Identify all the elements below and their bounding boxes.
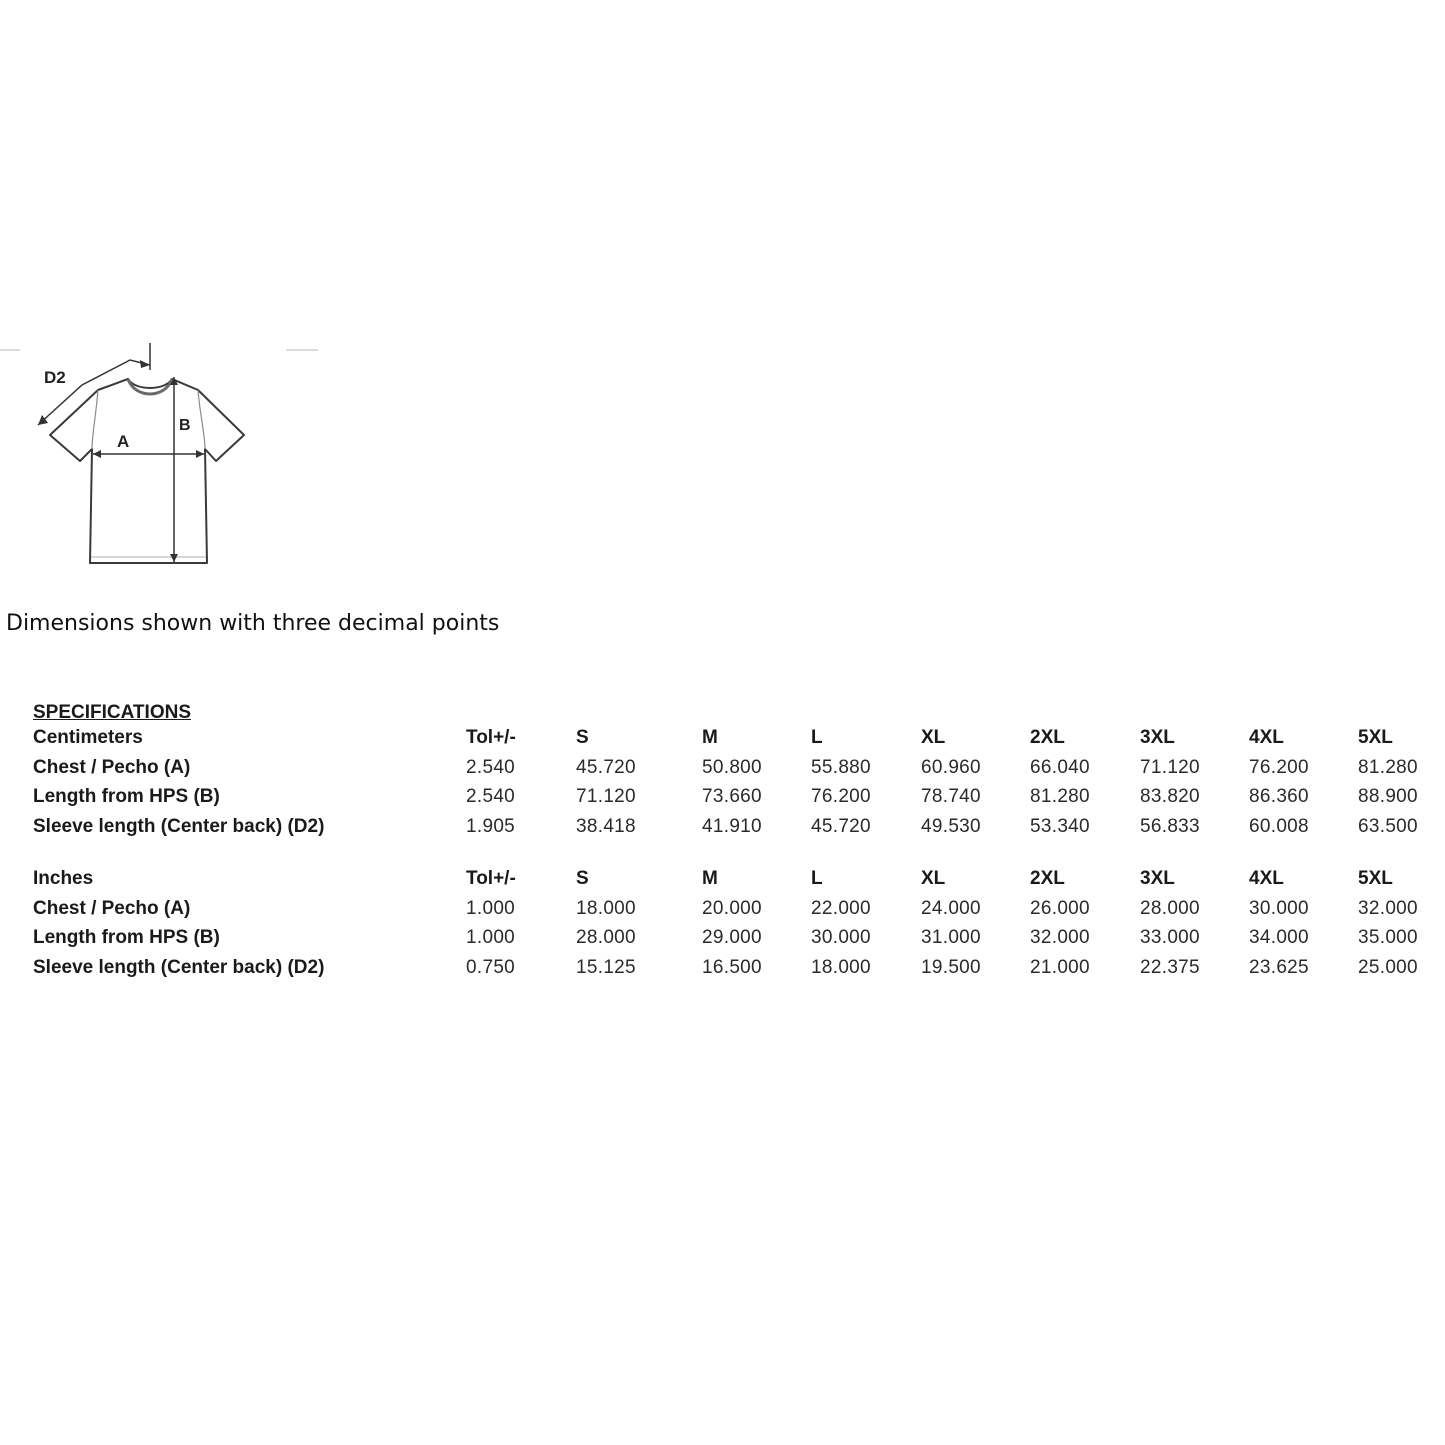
column-header-m: M: [702, 727, 718, 748]
table-cell: 25.000: [1358, 956, 1418, 978]
table-cell: 81.280: [1358, 756, 1418, 778]
table-cell: 23.625: [1249, 956, 1309, 978]
table-cell: 30.000: [811, 927, 871, 948]
row-label-chest: Chest / Pecho (A): [33, 756, 191, 778]
table-cell: 29.000: [702, 927, 762, 948]
b-arrow-head-bottom: [170, 554, 178, 562]
column-header-s: S: [576, 727, 589, 748]
table-cell: 22.375: [1140, 956, 1200, 978]
table-cell: 38.418: [576, 815, 636, 837]
spec-table-inches: [33, 868, 1433, 986]
table-cell: 32.000: [1358, 897, 1418, 919]
table-cell: 76.200: [811, 786, 871, 807]
column-header-m: M: [702, 868, 718, 889]
table-cell: 28.000: [576, 927, 636, 948]
column-header-3xl: 3XL: [1140, 727, 1175, 748]
unit-label-centimeters: Centimeters: [33, 727, 143, 748]
table-cell: 21.000: [1030, 956, 1090, 978]
table-cell: 73.660: [702, 786, 762, 807]
table-cell: 45.720: [576, 756, 636, 778]
table-cell: 76.200: [1249, 756, 1309, 778]
table-cell: 71.120: [576, 786, 636, 807]
table-cell: 34.000: [1249, 927, 1309, 948]
table-cell: 41.910: [702, 815, 762, 837]
table-cell: 31.000: [921, 927, 981, 948]
table-cell: 66.040: [1030, 756, 1090, 778]
column-header-2xl: 2XL: [1030, 868, 1065, 889]
table-cell: 53.340: [1030, 815, 1090, 837]
seam-right: [198, 390, 205, 449]
row-label-length: Length from HPS (B): [33, 786, 220, 807]
column-header-5xl: 5XL: [1358, 868, 1393, 889]
table-cell: 18.000: [576, 897, 636, 919]
table-cell: 22.000: [811, 897, 871, 919]
column-header-tolerance: Tol+/-: [466, 727, 516, 748]
table-cell: 30.000: [1249, 897, 1309, 919]
column-header-5xl: 5XL: [1358, 727, 1393, 748]
table-cell: 78.740: [921, 786, 981, 807]
a-arrow-head-left: [93, 450, 101, 458]
column-header-l: L: [811, 727, 823, 748]
tshirt-outline: [50, 379, 244, 563]
table-row-sleeve-cm: [33, 816, 1433, 846]
row-label-sleeve: Sleeve length (Center back) (D2): [33, 956, 325, 978]
table-cell: 86.360: [1249, 786, 1309, 807]
column-header-4xl: 4XL: [1249, 868, 1284, 889]
table-row-chest-cm: [33, 757, 1433, 787]
table-cell: 15.125: [576, 956, 636, 978]
dimensions-caption: Dimensions shown with three decimal points: [6, 611, 500, 636]
table-cell: 71.120: [1140, 756, 1200, 778]
table-cell: 2.540: [466, 756, 516, 778]
table-cell: 45.720: [811, 815, 871, 837]
table-cell: 1.000: [466, 927, 516, 948]
label-b: B: [179, 417, 191, 434]
table-cell: 63.500: [1358, 815, 1418, 837]
table-header-row: [33, 727, 1433, 757]
column-header-xl: XL: [921, 727, 946, 748]
column-header-tolerance: Tol+/-: [466, 868, 516, 889]
row-label-sleeve: Sleeve length (Center back) (D2): [33, 815, 325, 837]
table-cell: 60.960: [921, 756, 981, 778]
table-row-chest-in: [33, 898, 1433, 928]
table-cell: 35.000: [1358, 927, 1418, 948]
table-cell: 83.820: [1140, 786, 1200, 807]
table-header-row: [33, 868, 1433, 898]
table-cell: 1.000: [466, 897, 516, 919]
table-cell: 32.000: [1030, 927, 1090, 948]
table-cell: 18.000: [811, 956, 871, 978]
column-header-xl: XL: [921, 868, 946, 889]
table-cell: 20.000: [702, 897, 762, 919]
label-a: A: [117, 432, 130, 451]
table-cell: 81.280: [1030, 786, 1090, 807]
table-cell: 33.000: [1140, 927, 1200, 948]
tshirt-diagram-svg: [0, 335, 330, 575]
table-cell: 1.905: [466, 815, 516, 837]
column-header-4xl: 4XL: [1249, 727, 1284, 748]
table-cell: 49.530: [921, 815, 981, 837]
table-cell: 50.800: [702, 756, 762, 778]
table-cell: 26.000: [1030, 897, 1090, 919]
table-cell: 2.540: [466, 786, 516, 807]
table-cell: 28.000: [1140, 897, 1200, 919]
table-row-length-in: [33, 927, 1433, 957]
column-header-3xl: 3XL: [1140, 868, 1175, 889]
tshirt-collar: [128, 379, 172, 394]
table-row-sleeve-in: [33, 957, 1433, 987]
table-cell: 56.833: [1140, 815, 1200, 837]
seam-left: [92, 390, 98, 449]
table-cell: 60.008: [1249, 815, 1309, 837]
unit-label-inches: Inches: [33, 868, 94, 889]
table-cell: 24.000: [921, 897, 981, 919]
a-arrow-head-right: [196, 450, 204, 458]
table-cell: 0.750: [466, 956, 516, 978]
table-cell: 55.880: [811, 756, 871, 778]
column-header-s: S: [576, 868, 589, 889]
column-header-2xl: 2XL: [1030, 727, 1065, 748]
row-label-chest: Chest / Pecho (A): [33, 897, 191, 919]
table-cell: 88.900: [1358, 786, 1418, 807]
table-row-length-cm: [33, 786, 1433, 816]
table-cell: 19.500: [921, 956, 981, 978]
tshirt-measurement-diagram: [0, 335, 330, 575]
row-label-length: Length from HPS (B): [33, 927, 220, 948]
label-d2: D2: [44, 368, 66, 387]
column-header-l: L: [811, 868, 823, 889]
specifications-heading: SPECIFICATIONS: [33, 702, 191, 723]
spec-table-centimeters: [33, 727, 1433, 845]
table-cell: 16.500: [702, 956, 762, 978]
